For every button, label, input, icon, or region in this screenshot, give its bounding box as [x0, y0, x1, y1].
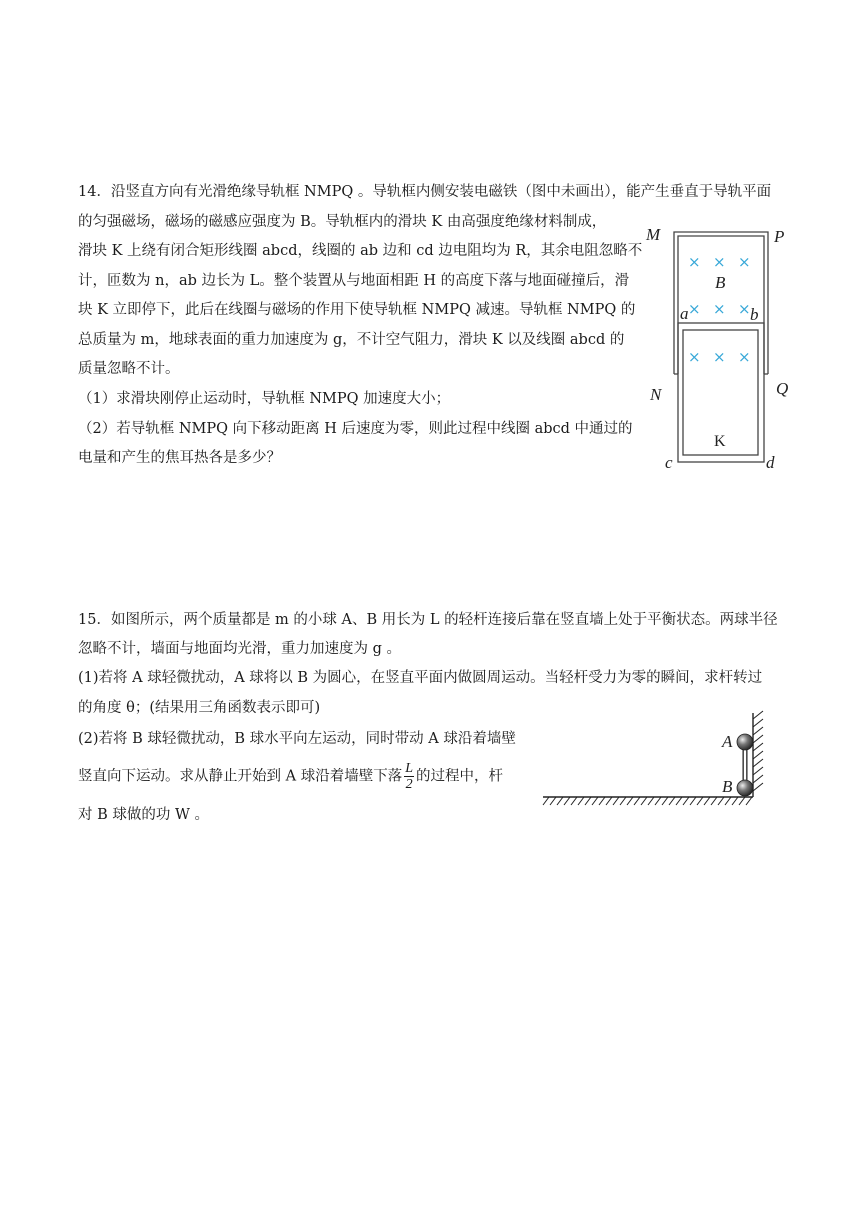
- label-N: N: [650, 385, 662, 404]
- label-P: P: [774, 227, 785, 246]
- q15-line-2: 忽略不计，墙面与地面均光滑，重力加速度为 g 。: [78, 641, 401, 657]
- fraction-denominator: 2: [405, 777, 413, 792]
- q14-line-8: （1）求滑块刚停止运动时，导轨框 NMPQ 加速度大小；: [78, 391, 451, 407]
- q14-line-10: 电量和产生的焦耳热各是多少？: [78, 450, 281, 466]
- q15-line-6: [78, 761, 503, 792]
- label-c: c: [665, 453, 673, 472]
- field-cross: ×: [688, 253, 701, 271]
- magnetic-field-crosses: [688, 253, 751, 366]
- q14-line-3: 滑块 K 上绕有闭合矩形线圈 abcd，线圈的 ab 边和 cd 边电阻均为 R，其余电阻忽略不: [78, 243, 643, 259]
- field-cross: ×: [738, 300, 751, 318]
- label-b: b: [750, 305, 759, 324]
- q15-line-5: (2)若将 B 球轻微扰动，B 球水平向左运动，同时带动 A 球沿着墙壁: [78, 731, 516, 747]
- q15-line-6-a: 竖直向下运动。求从静止开始到 A 球沿着墙壁下落: [78, 768, 403, 785]
- q15-line-7: 对 B 球做的功 W 。: [78, 807, 209, 823]
- q15-line-6-b: 的过程中，杆: [416, 768, 503, 785]
- ball-B: [737, 780, 753, 796]
- ball-A: [737, 734, 753, 750]
- field-cross: ×: [688, 300, 701, 318]
- field-cross: ×: [738, 348, 751, 366]
- fraction-L-over-2: [404, 761, 414, 792]
- q14-line-7: 质量忽略不计。: [78, 361, 180, 377]
- wall-hatching: [753, 711, 763, 791]
- q14-line-5: 块 K 立即停下，此后在线圈与磁场的作用下使导轨框 NMPQ 减速。导轨框 NMPQ 的: [78, 302, 636, 318]
- q15-line-4: 的角度 θ；(结果用三角函数表示即可): [78, 700, 321, 716]
- label-K: K: [714, 433, 726, 450]
- q14-line-2: 的匀强磁场，磁场的磁感应强度为 B。导轨框内的滑块 K 由高强度绝缘材料制成，: [78, 214, 607, 230]
- q15-line-3: (1)若将 A 球轻微扰动，A 球将以 B 为圆心，在竖直平面内做圆周运动。当轻杆受力为零的瞬间，求杆转过: [78, 670, 763, 686]
- field-cross: ×: [713, 348, 726, 366]
- q14-line-1: 14．沿竖直方向有光滑绝缘导轨框 NMPQ 。导轨框内侧安装电磁铁（图中未画出），能产生垂直于导轨平面: [78, 184, 772, 200]
- label-Q: Q: [776, 379, 789, 398]
- q14-line-6: 总质量为 m，地球表面的重力加速度为 g，不计空气阻力，滑块 K 以及线圈 abcd 的: [78, 332, 625, 348]
- ground-hatching: [543, 797, 752, 805]
- q15-figure: [535, 705, 775, 810]
- label-a: a: [680, 304, 689, 323]
- label-B-field: B: [715, 273, 726, 292]
- field-cross: ×: [688, 348, 701, 366]
- label-d: d: [766, 453, 775, 472]
- field-cross: ×: [713, 300, 726, 318]
- label-ball-A: A: [722, 732, 733, 751]
- q14-figure: [640, 220, 800, 480]
- q14-line-4: 计，匝数为 n，ab 边长为 L。整个装置从与地面相距 H 的高度下落与地面碰撞后，滑: [78, 273, 630, 289]
- field-cross: ×: [713, 253, 726, 271]
- fraction-numerator: L: [405, 761, 413, 776]
- label-ball-B: B: [722, 777, 733, 796]
- field-cross: ×: [738, 253, 751, 271]
- label-M: M: [646, 225, 661, 244]
- q14-line-9: （2）若导轨框 NMPQ 向下移动距离 H 后速度为零，则此过程中线圈 abcd 中通过的: [78, 421, 633, 437]
- q15-line-1: 15．如图所示，两个质量都是 m 的小球 A、B 用长为 L 的轻杆连接后靠在竖直墙上处于平衡状态。两球半径: [78, 612, 778, 628]
